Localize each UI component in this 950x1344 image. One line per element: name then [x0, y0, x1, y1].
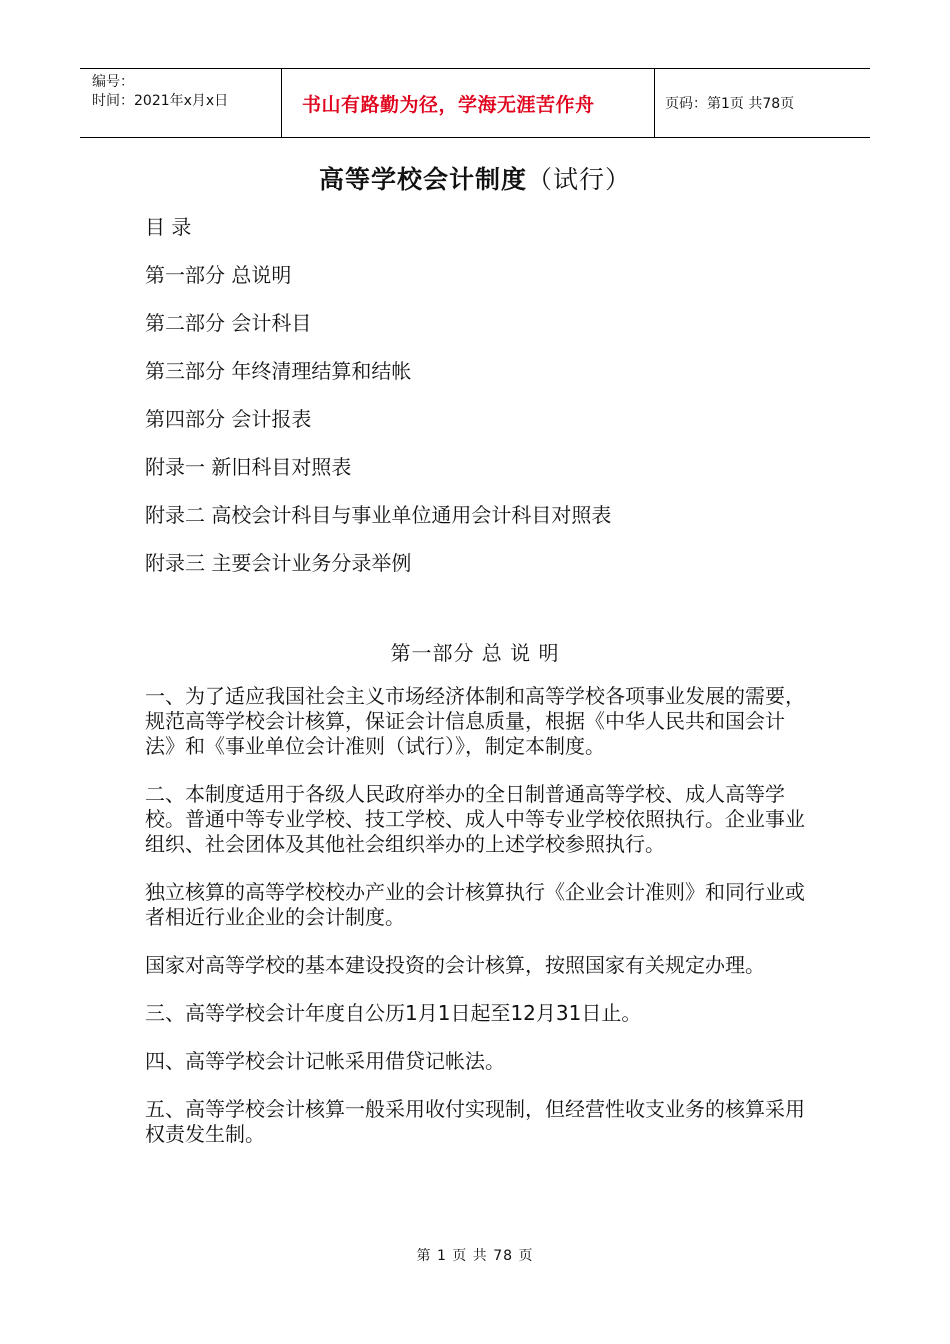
- header-motto: 书山有路勤为径，学海无涯苦作舟: [302, 93, 595, 116]
- paragraph: 独立核算的高等学校校办产业的会计核算执行《企业会计准则》和同行业或者相近行业企业的会计制度。: [145, 880, 805, 929]
- toc-item: 附录二 高校会计科目与事业单位通用会计科目对照表: [145, 503, 612, 527]
- section-title: 第一部分 总 说 明: [390, 641, 560, 665]
- toc-item: 附录三 主要会计业务分录举例: [145, 551, 412, 575]
- toc-item: 第三部分 年终清理结算和结帐: [145, 359, 412, 383]
- paragraph: 国家对高等学校的基本建设投资的会计核算，按照国家有关规定办理。: [145, 953, 765, 977]
- header-motto-cell: [282, 69, 655, 137]
- page-footer: 第 1 页 共 78 页: [416, 1248, 534, 1264]
- paragraph: 一、为了适应我国社会主义市场经济体制和高等学校各项事业发展的需要，规范高等学校会计核算，保证会计信息质量，根据《中华人民共和国会计法》和《事业单位会计准则（试行）》，制定本制度。: [145, 684, 805, 758]
- toc-item: 第一部分 总说明: [145, 263, 292, 287]
- header-meta: [80, 69, 282, 137]
- paragraph: 五、高等学校会计核算一般采用收付实现制，但经营性收支业务的核算采用权责发生制。: [145, 1097, 805, 1146]
- paragraph: 三、高等学校会计年度自公历1月1日起至12月31日止。: [145, 1001, 642, 1025]
- title-main: 高等学校会计制度: [318, 165, 527, 194]
- document-title: [0, 160, 950, 196]
- paragraph: 二、本制度适用于各级人民政府举办的全日制普通高等学校、成人高等学校。普通中等专业学校、技工学校、成人中等专业学校依照执行。企业事业组织、社会团体及其他社会组织举办的上述学校参照执行。: [145, 782, 805, 856]
- toc-heading: 目 录: [145, 215, 192, 239]
- toc-item: 第四部分 会计报表: [145, 407, 312, 431]
- header-page-info: 页码：第1页 共78页: [665, 96, 795, 112]
- time-label: 时间：2021年x月x日: [92, 93, 229, 109]
- page-header: [80, 68, 870, 138]
- paragraph: 四、高等学校会计记帐采用借贷记帐法。: [145, 1049, 505, 1073]
- table-of-contents: [145, 212, 611, 596]
- title-sub: （试行）: [527, 165, 632, 194]
- number-label: 编号：: [92, 74, 134, 90]
- section-body: [145, 684, 805, 1170]
- toc-item: 第二部分 会计科目: [145, 311, 312, 335]
- toc-item: 附录一 新旧科目对照表: [145, 455, 352, 479]
